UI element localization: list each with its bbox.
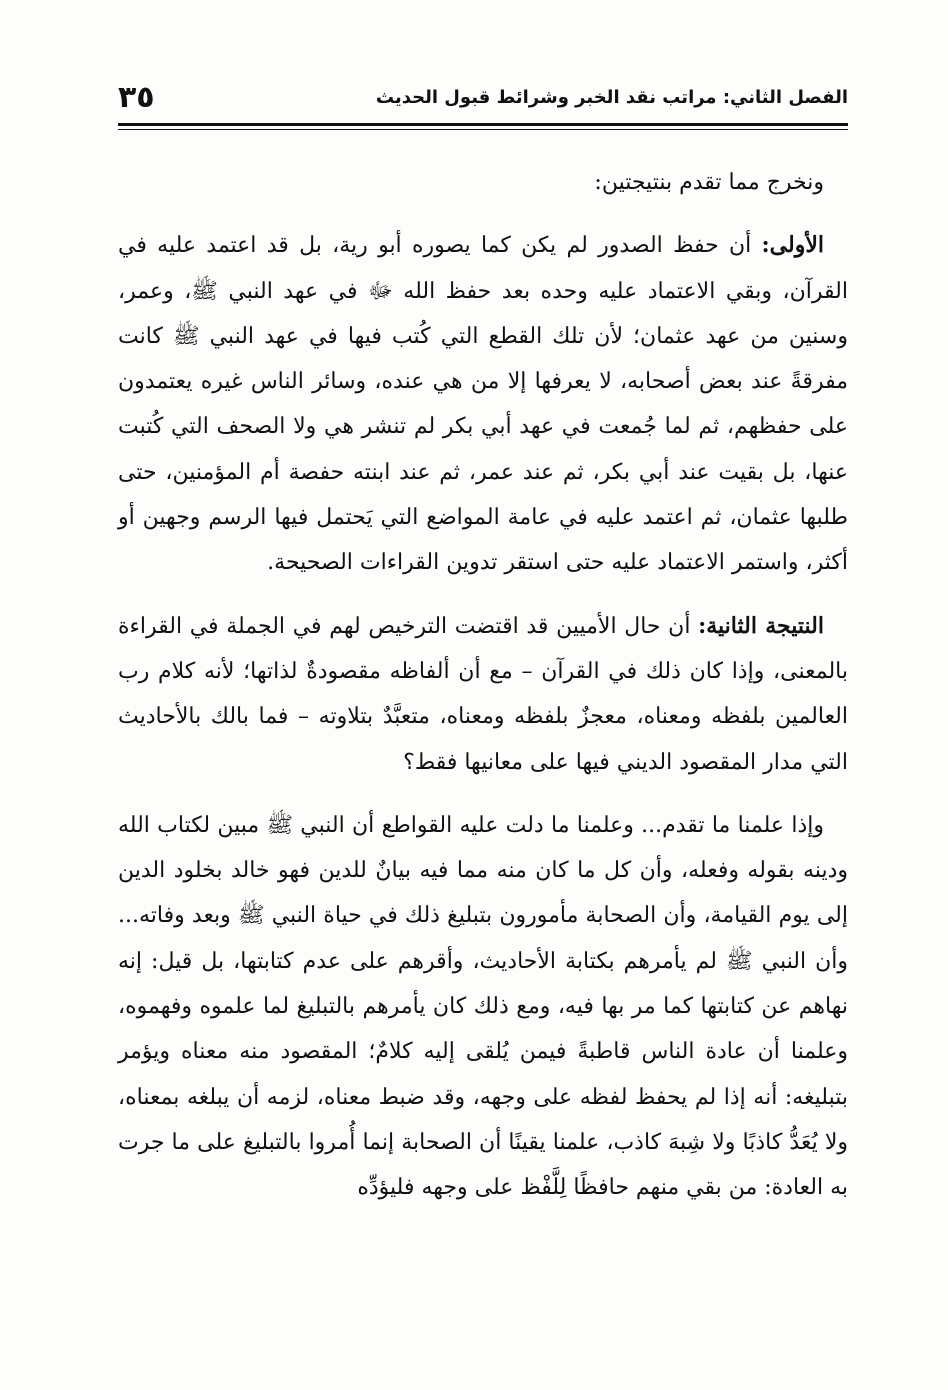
running-title: الفصل الثاني: مراتب نقد الخبر وشرائط قبول الحديث — [375, 87, 848, 108]
intro-paragraph: ونخرج مما تقدم بنتيجتين: — [594, 170, 824, 195]
second-result-text: أن حال الأميين قد اقتضت الترخيص لهم في الجملة في القراءة بالمعنى، وإذا كان ذلك في القرآن – مع أن ألفاظه مقصودةٌ لذاتها؛ لأنه كلام رب العالمين بلفظه ومعناه، معجزٌ بلفظه ومعناه، متعبَّدٌ بتلاوته – فما بالك بالأحاديث التي مدار المقصود الديني فيها على معانيها فقط؟ — [118, 613, 848, 775]
header-rule-thin — [118, 129, 848, 130]
page-body — [118, 160, 848, 1229]
page-header — [118, 78, 848, 118]
paragraph-first-result — [118, 223, 848, 585]
paragraph-conclusion: وإذا علمنا ما تقدم... وعلمنا ما دلت عليه القواطع أن النبي ﷺ مبين لكتاب الله ودينه بقوله وفعله، وأن كل ما كان منه مما فيه بيانٌ للدين فهو خالد بخلود الدين إلى يوم القيامة، وأن الصحابة مأمورون بتبليغ ذلك في حياة النبي ﷺ وبعد وفاته... وأن النبي ﷺ لم يأمرهم بكتابة الأحاديث، وأقرهم على عدم كتابتها، بل قيل: إنه نهاهم عن كتابتها كما مر بها فيه، ومع ذلك كان يأمرهم بالتبليغ لما علموه وفهموه، وعلمنا أن عادة الناس قاطبةً فيمن يُلقى إليه كلامٌ؛ المقصود منه معناه ويؤمر بتبليغه: أنه إذا لم يحفظ لفظه على وجهه، وقد ضبط معناه، لزمه أن يبلغه بمعناه، ولا يُعَدُّ كاذبًا ولا شِبهَ كاذب، علمنا يقينًا أن الصحابة إنما أُمروا بالتبليغ على ما جرت به العادة: من بقي منهم حافظًا لِلَّفْظ على وجهه فليؤدِّه — [118, 812, 848, 1201]
page-number: ٣٥ — [118, 80, 155, 115]
first-result-label: الأولى: — [761, 232, 824, 259]
paragraph-second-result — [118, 604, 848, 785]
header-rule-thick — [118, 123, 848, 126]
second-result-label: النتيجة الثانية: — [698, 612, 824, 639]
first-result-text: أن حفظ الصدور لم يكن كما يصوره أبو رية، بل قد اعتمد عليه في القرآن، وبقي الاعتماد عليه وحده بعد حفظ الله ﷻ في عهد النبي ﷺ، وعمر، وسنين من عهد عثمان؛ لأن تلك القطع التي كُتب فيها في عهد النبي ﷺ كانت مفرقةً عند بعض أصحابه، لا يعرفها إلا من هي عنده، وسائر الناس غيره يعتمدون على حفظهم، ثم لما جُمعت في عهد أبي بكر لم تنشر هي ولا الصحف التي كُتبت عنها، بل بقيت عند أبي بكر، ثم عند عمر، ثم عند ابنته حفصة أم المؤمنين، حتى طلبها عثمان، ثم اعتمد عليه في عامة المواضع التي يَحتمل فيها الرسم وجهين أو أكثر، واستمر الاعتماد عليه حتى استقر تدوين القراءات الصحيحة. — [118, 233, 848, 576]
